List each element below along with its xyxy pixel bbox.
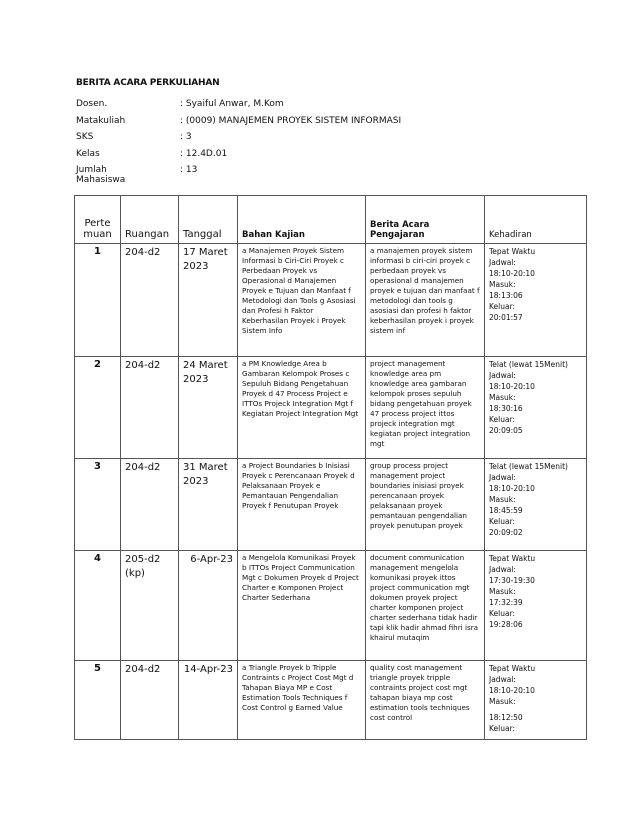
att-jadwal-value: 18:10-20:10 (489, 484, 535, 493)
att-status: Telat (lewat 15Menit) (489, 360, 568, 369)
cell-berita-acara: group process project management project boundaries inisiasi proyek perencanaan proyek pelaksanaan proyek pemantauan pengendalian proyek penutupan proyek (366, 459, 485, 551)
att-status: Tepat Waktu (489, 554, 536, 563)
cell-bahan-kajian: a Triangle Proyek b Tripple Contraints c Project Cost Mgt d Tahapan Biaya MP e Cost Estimation Tools Techniques f Cost Control g Earned Value (238, 661, 366, 740)
header-bahan-kajian: Bahan Kajian (238, 196, 366, 244)
table-row (75, 551, 587, 661)
att-masuk-value: 18:45:59 (489, 506, 523, 515)
att-status: Telat (lewat 15Menit) (489, 462, 568, 471)
att-keluar-value: 20:09:05 (489, 426, 523, 435)
cell-ruangan: 204-d2 (121, 661, 179, 740)
cell-kehadiran (485, 661, 587, 740)
cell-ruangan: 205-d2 (kp) (121, 551, 179, 661)
cell-no: 2 (75, 357, 121, 459)
cell-tanggal: 14-Apr-23 (179, 661, 238, 740)
table-header-row (75, 196, 587, 244)
header-tanggal: Tanggal (179, 196, 238, 244)
att-masuk-label: Masuk: (489, 587, 516, 596)
att-keluar-label: Keluar: (489, 517, 516, 526)
attendance-table (74, 195, 587, 740)
att-keluar-label: Keluar: (489, 724, 516, 733)
cell-kehadiran (485, 244, 587, 357)
info-label: SKS (76, 132, 94, 142)
cell-bahan-kajian: a Mengelola Komunikasi Proyek b ITTOs Project Communication Mgt c Dokumen Proyek d Project Charter e Komponen Project Charter Sederhana (238, 551, 366, 661)
document-title: BERITA ACARA PERKULIAHAN (76, 78, 220, 88)
att-masuk-value: 17:32:39 (489, 598, 523, 607)
att-jadwal-value: 18:10-20:10 (489, 269, 535, 278)
att-jadwal-label: Jadwal: (489, 675, 516, 684)
att-keluar-label: Keluar: (489, 609, 516, 618)
cell-berita-acara: a manajemen proyek sistem informasi b ciri-ciri proyek c perbedaan proyek vs operasional d manajemen proyek e tujuan dan manfaat f metodologi dan tools g asosiasi dan profesi h faktor keberhasilan proyek i proyek sistem inf (366, 244, 485, 357)
info-label: Dosen. (76, 99, 108, 109)
att-keluar-label: Keluar: (489, 302, 516, 311)
info-value: : 12.4D.01 (180, 148, 228, 159)
att-masuk-value: 18:30:16 (489, 404, 523, 413)
header-kehadiran: Kehadiran (485, 196, 587, 244)
cell-kehadiran (485, 357, 587, 459)
att-jadwal-label: Jadwal: (489, 473, 516, 482)
header-berita-acara: Berita Acara Pengajaran (366, 196, 485, 244)
cell-ruangan: 204-d2 (121, 357, 179, 459)
table-row (75, 244, 587, 357)
att-masuk-label: Masuk: (489, 495, 516, 504)
info-value: : (0009) MANAJEMEN PROYEK SISTEM INFORMASI (180, 115, 402, 126)
info-label: Matakuliah (76, 115, 126, 126)
info-value: : 13 (180, 165, 198, 175)
info-label: Jumlah Mahasiswa (76, 165, 126, 185)
info-label: Kelas (76, 148, 100, 159)
att-masuk-label: Masuk: (489, 280, 516, 289)
table-row (75, 357, 587, 459)
info-value: : Syaiful Anwar, M.Kom (180, 99, 284, 109)
cell-berita-acara: quality cost management triangle proyek tripple contraints project cost mgt tahapan biaya mp cost estimation tools techniques cost control (366, 661, 485, 740)
att-keluar-value: 20:01:57 (489, 313, 523, 322)
att-jadwal-value: 18:10-20:10 (489, 686, 535, 695)
att-jadwal-label: Jadwal: (489, 371, 516, 380)
header-pertemuan: Perte muan (75, 196, 121, 244)
cell-tanggal: 31 Maret 2023 (179, 459, 238, 551)
cell-no: 4 (75, 551, 121, 661)
cell-ruangan: 204-d2 (121, 459, 179, 551)
cell-bahan-kajian: a Project Boundaries b Inisiasi Proyek c Perencanaan Proyek d Pelaksanaan Proyek e Pemantauan Pengendalian Proyek f Penutupan Proyek (238, 459, 366, 551)
att-keluar-value: 20:09:02 (489, 528, 523, 537)
att-masuk-label: Masuk: (489, 697, 516, 706)
att-keluar-value: 19:28:06 (489, 620, 523, 629)
cell-tanggal: 6-Apr-23 (179, 551, 238, 661)
cell-bahan-kajian: a PM Knowledge Area b Gambaran Kelompok Proses c Sepuluh Bidang Pengetahuan Proyek d 47 Process Project e ITTOs Projeck Integration Mgt f Kegiatan Project Integration Mgt (238, 357, 366, 459)
att-status: Tepat Waktu (489, 664, 536, 673)
cell-kehadiran (485, 459, 587, 551)
att-jadwal-label: Jadwal: (489, 565, 516, 574)
att-masuk-value: 18:13:06 (489, 291, 523, 300)
cell-tanggal: 17 Maret 2023 (179, 244, 238, 357)
att-jadwal-label: Jadwal: (489, 258, 516, 267)
table-row (75, 459, 587, 551)
header-ruangan: Ruangan (121, 196, 179, 244)
att-masuk-label: Masuk: (489, 393, 516, 402)
att-jadwal-value: 17:30-19:30 (489, 576, 535, 585)
att-jadwal-value: 18:10-20:10 (489, 382, 535, 391)
att-masuk-value: 18:12:50 (489, 713, 523, 722)
att-keluar-label: Keluar: (489, 415, 516, 424)
cell-kehadiran (485, 551, 587, 661)
cell-no: 3 (75, 459, 121, 551)
cell-ruangan: 204-d2 (121, 244, 179, 357)
cell-berita-acara: document communication management mengelola komunikasi proyek ittos project communication mgt dokumen proyek project charter komponen project charter sederhana tidak hadir tapi klik hadir ahmad fihri isra khairul mutaqim (366, 551, 485, 661)
cell-berita-acara: project management knowledge area pm knowledge area gambaran kelompok proses sepuluh bidang pengetahuan proyek 47 process project ittos projeck integration mgt kegiatan project integration mgt (366, 357, 485, 459)
table-row (75, 661, 587, 740)
att-status: Tepat Waktu (489, 247, 536, 256)
cell-bahan-kajian: a Manajemen Proyek Sistem Informasi b Ciri-Ciri Proyek c Perbedaan Proyek vs Operasional d Manajemen Proyek e Tujuan dan Manfaat f Metodologi dan Tools g Asosiasi dan Profesi h Faktor Keberhasilan Proyek i Proyek Sistem Info (238, 244, 366, 357)
info-value: : 3 (180, 132, 192, 142)
cell-no: 1 (75, 244, 121, 357)
cell-tanggal: 24 Maret 2023 (179, 357, 238, 459)
cell-no: 5 (75, 661, 121, 740)
